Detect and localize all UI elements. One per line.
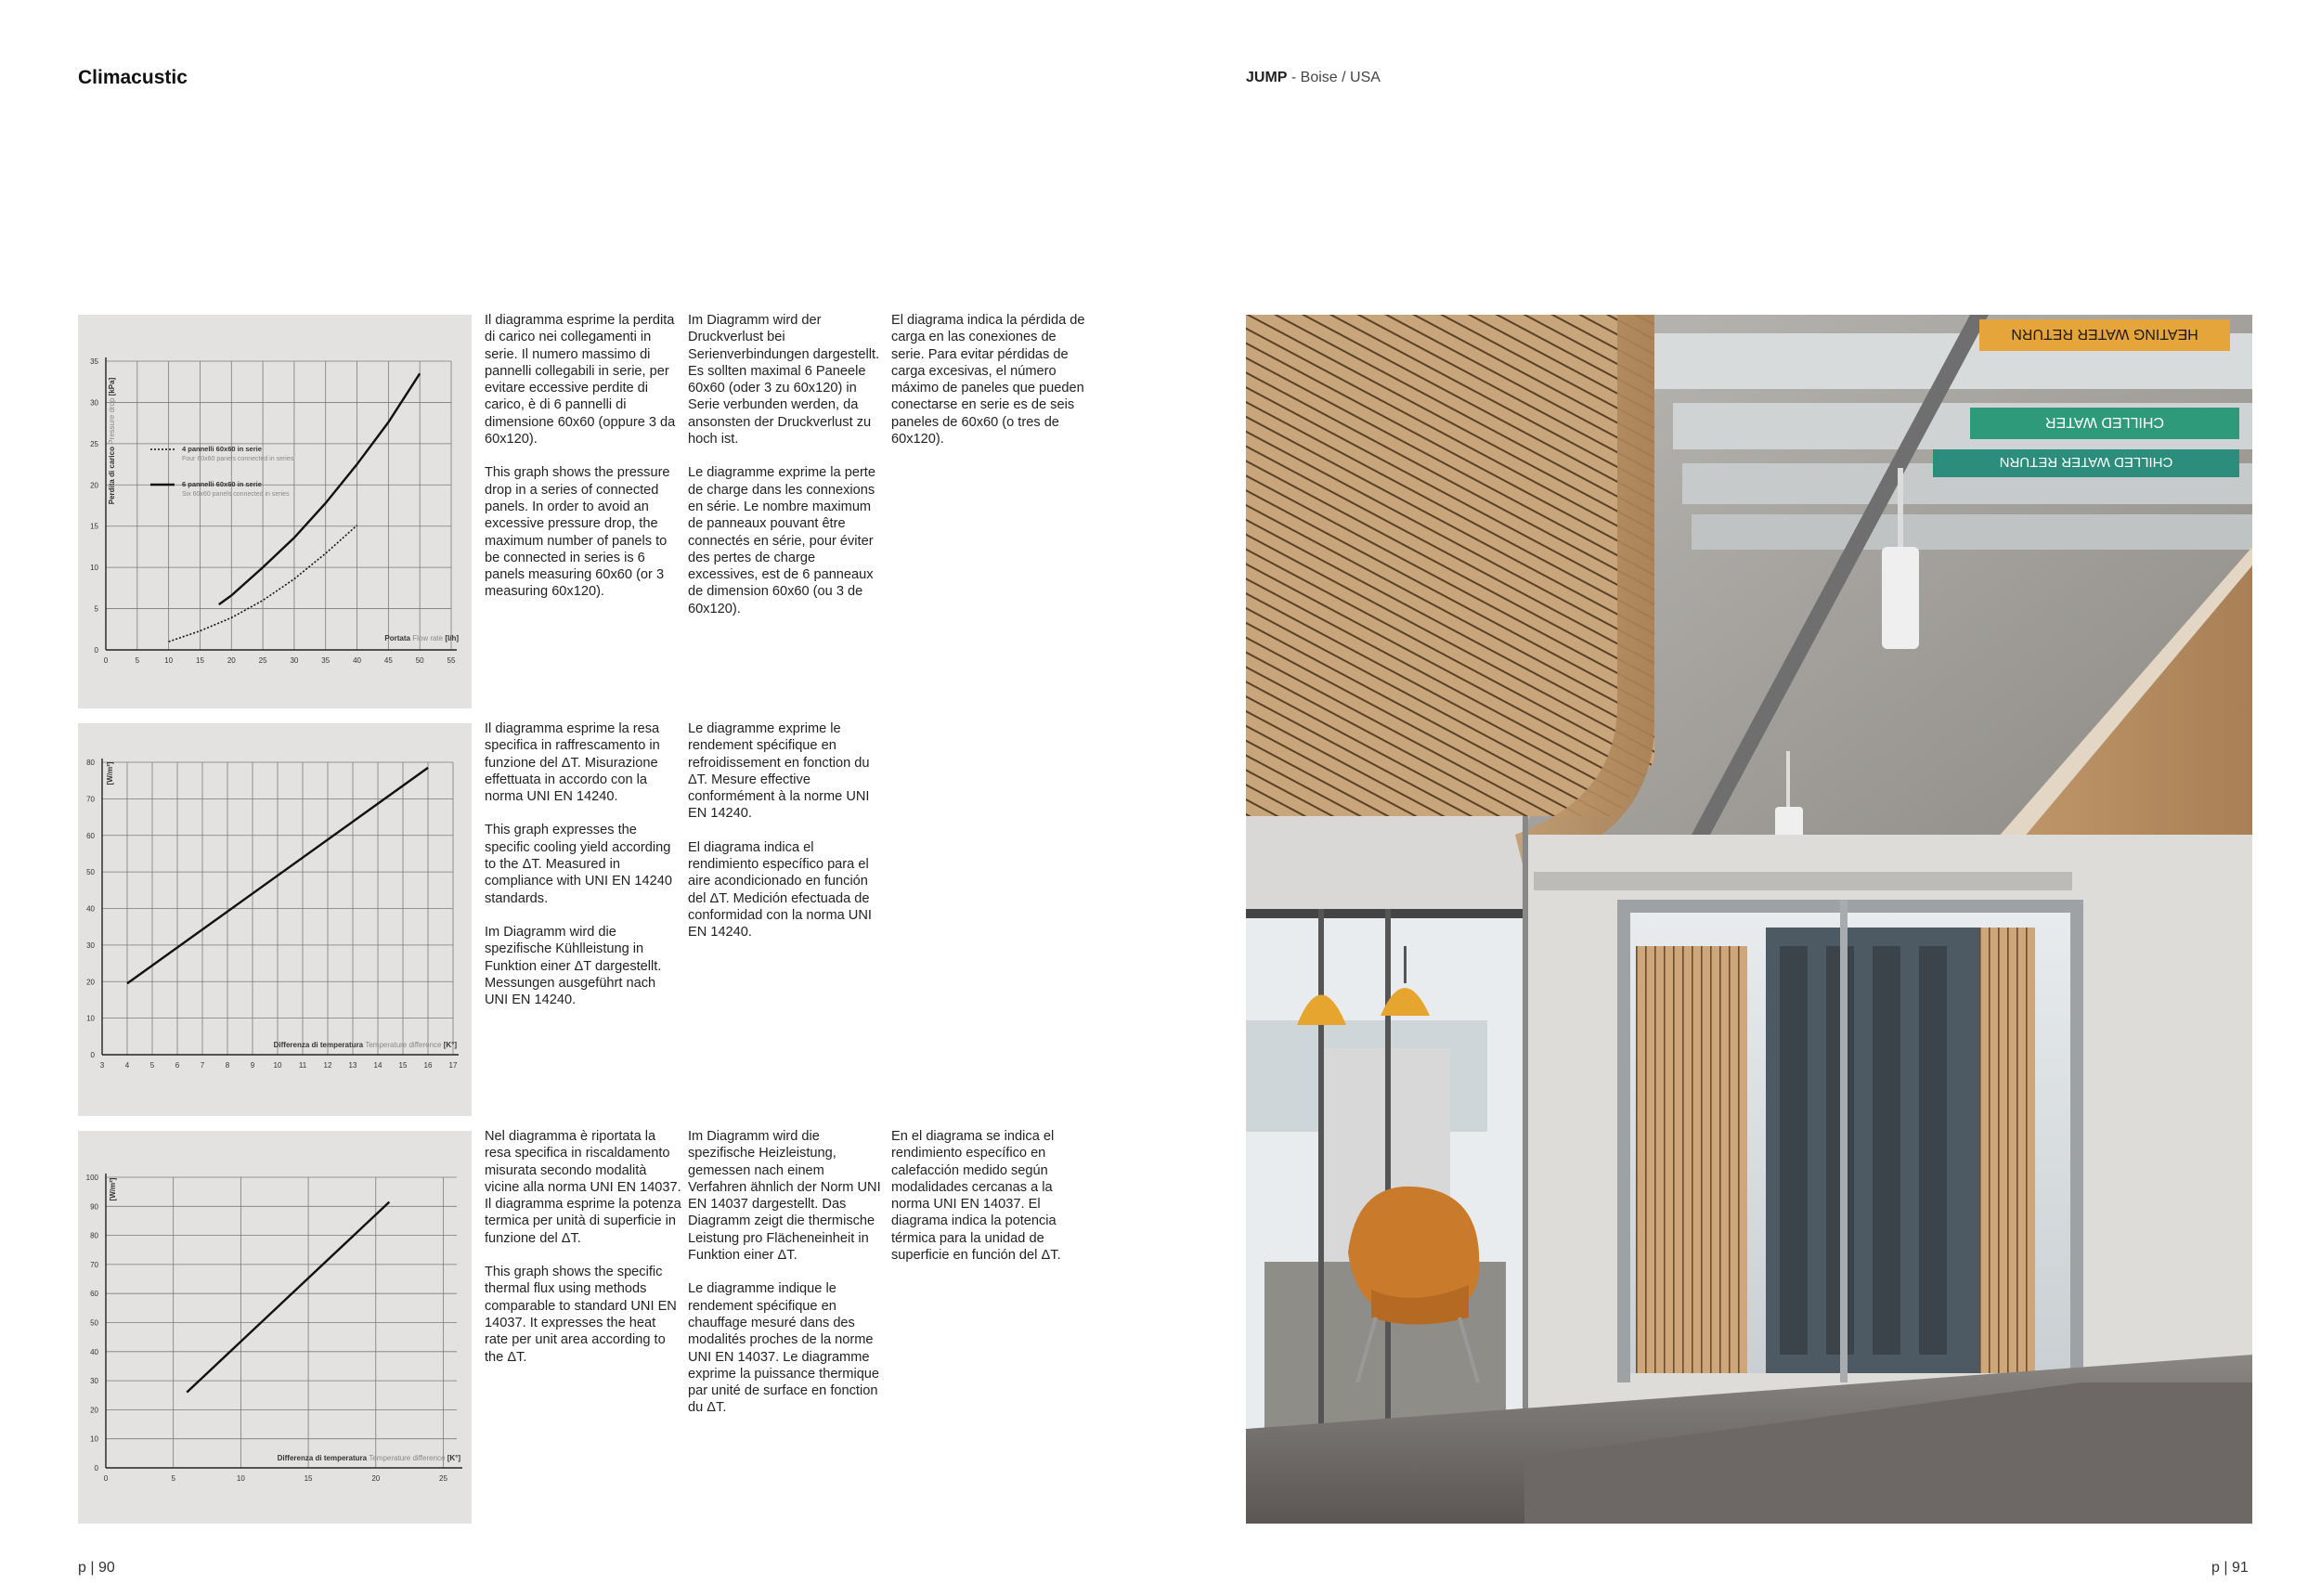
x-tick-label: 14 <box>373 1061 383 1070</box>
y-axis-label: Perdita di carico Pressure drop [kPa] <box>108 377 116 505</box>
x-tick-label: 9 <box>250 1061 255 1070</box>
paragraph-en: This graph shows the specific thermal flux using methods comparable to standard UNI EN 14037. It expresses the heat rate per unit area according to the ΔT. <box>485 1265 677 1365</box>
chart-grid <box>106 1177 457 1468</box>
paragraph-en: This graph expresses the specific cooling yield according to the ΔT. Measured in compliance with UNI EN 14240 standards. <box>485 823 672 906</box>
y-tick-label: 90 <box>90 1202 98 1212</box>
x-tick-label: 8 <box>225 1061 230 1070</box>
y-tick-label: 70 <box>86 795 95 804</box>
y-tick-label: 10 <box>86 1014 95 1023</box>
x-tick-label: 17 <box>448 1061 458 1070</box>
x-axis-label: Differenza di temperatura Temperature difference [K°] <box>273 1041 457 1049</box>
text-column-es-1 <box>891 312 1088 464</box>
text-column-es-3 <box>891 1128 1088 1280</box>
x-tick-label: 5 <box>135 656 140 665</box>
legend-sublabel-2: Six 60x60 panels connected in series <box>182 491 290 498</box>
y-tick-label: 15 <box>90 522 98 531</box>
office-interior-illustration <box>1246 315 2252 1524</box>
project-name: JUMP <box>1246 70 1288 85</box>
x-tick-label: 20 <box>227 656 236 665</box>
series-line-2 <box>219 373 420 604</box>
text-column-it-en-3 <box>485 1128 681 1382</box>
text-column-de-fr-3 <box>688 1128 885 1434</box>
y-axis-label: [W/m²] <box>106 761 114 785</box>
x-tick-label: 0 <box>103 1474 109 1483</box>
paragraph-fr: Le diagramme exprime la perte de charge dans les connexions en série. Le nombre maximum de panneaux pouvant être connectés en série, pour éviter des pertes de charge excessives, est de 6 panneaux de dimension 60x60 (ou 3 de 60x120). <box>688 465 875 616</box>
y-tick-label: 20 <box>90 481 98 490</box>
text-column-de-fr-1 <box>688 312 885 634</box>
paragraph-fr: Le diagramme exprime le rendement spécifique en refroidissement en fonction du ΔT. Mesure effective conformément à la norme UNI EN 14240. <box>688 721 870 822</box>
text-column-it-en-de-2 <box>485 720 681 1025</box>
x-tick-label: 10 <box>273 1061 282 1070</box>
y-tick-label: 40 <box>86 904 95 914</box>
x-tick-label: 25 <box>258 656 267 665</box>
y-tick-label: 25 <box>90 439 98 448</box>
x-tick-label: 7 <box>200 1061 205 1070</box>
legend-label-1: 4 pannelli 60x60 in serie <box>182 445 262 453</box>
text-column-it-en-1 <box>485 312 681 617</box>
y-tick-label: 60 <box>90 1290 98 1299</box>
x-tick-label: 20 <box>371 1474 381 1483</box>
y-tick-label: 80 <box>90 1231 98 1240</box>
y-tick-label: 5 <box>94 604 98 614</box>
chart-heating-yield <box>78 1131 472 1524</box>
y-tick-label: 80 <box>86 759 95 767</box>
x-tick-label: 25 <box>439 1474 447 1483</box>
x-tick-label: 15 <box>304 1474 313 1483</box>
y-tick-label: 70 <box>90 1260 98 1269</box>
x-tick-label: 45 <box>383 656 393 665</box>
y-tick-label: 30 <box>90 1377 98 1386</box>
y-tick-label: 100 <box>85 1174 98 1182</box>
y-tick-label: 10 <box>90 1434 98 1444</box>
x-tick-label: 16 <box>423 1061 433 1070</box>
y-tick-label: 0 <box>90 1051 95 1059</box>
x-tick-label: 10 <box>236 1474 245 1483</box>
page-number-left: p | 90 <box>78 1560 115 1576</box>
interior-photo <box>1246 315 2252 1524</box>
y-tick-label: 20 <box>86 978 95 987</box>
legend-label-2: 6 pannelli 60x60 in serie <box>182 480 262 488</box>
page-title: Climacustic <box>78 67 188 88</box>
x-tick-label: 5 <box>171 1474 175 1483</box>
x-tick-label: 15 <box>196 656 204 665</box>
x-tick-label: 11 <box>298 1061 307 1070</box>
chart-heating-yield-panel <box>78 1131 472 1524</box>
y-tick-label: 60 <box>86 831 95 840</box>
y-tick-label: 0 <box>94 646 98 655</box>
chart-pressure-drop <box>78 315 472 708</box>
y-tick-label: 50 <box>86 868 95 877</box>
text-column-fr-es-2 <box>688 720 885 958</box>
x-tick-label: 10 <box>164 656 174 665</box>
page-number-right: p | 91 <box>2211 1560 2249 1576</box>
x-tick-label: 15 <box>398 1061 408 1070</box>
x-axis-label: Differenza di temperatura Temperature difference [K°] <box>277 1454 460 1462</box>
y-axis-label: [W/m²] <box>109 1177 117 1201</box>
y-tick-label: 10 <box>90 564 98 573</box>
paragraph-de: Im Diagramm wird die spezifische Heizleistung, gemessen nach einem Verfahren ähnlich der Norm UNI EN 14037 dargestellt. Das Diagramm zeigt die thermische Leistung pro Flächeneinheit in Funktion einer ΔT. <box>688 1129 881 1264</box>
chart-grid <box>102 762 453 1055</box>
y-tick-label: 20 <box>90 1406 98 1415</box>
x-tick-label: 50 <box>415 656 424 665</box>
project-location: - Boise / USA <box>1287 70 1381 85</box>
paragraph-it: Nel diagramma è riportata la resa specifica in riscaldamento misurata secondo modalità vicine alla norma UNI EN 14037. Il diagramma esprime la potenza termica per unità di superficie in funzione del ΔT. <box>485 1129 681 1246</box>
x-tick-label: 35 <box>321 656 331 665</box>
pipe-label-chilled: CHILLED WATER <box>2044 414 2165 430</box>
pipe-label-heating: HEATING WATER RETURN <box>2011 326 2198 342</box>
paragraph-es: El diagrama indica el rendimiento específico para el aire acondicionado en función del ΔT. Medición efectuada de conformidad con la norma UNI EN 14240. <box>688 839 872 941</box>
paragraph-de: Im Diagramm wird der Druckverlust bei Serienverbindungen dargestellt. Es sollten maximal 6 Paneele 60x60 (oder 3 zu 60x120) in Serie verbunden werden, da ansonsten der Druckverlust zu hoch ist. <box>688 313 880 448</box>
chart-cooling-yield <box>78 723 472 1116</box>
series-line-1 <box>187 1202 389 1393</box>
legend-sublabel-1: Four 60x60 panels connected in series <box>182 456 294 462</box>
y-tick-label: 30 <box>90 398 98 408</box>
x-tick-label: 40 <box>353 656 361 665</box>
x-tick-label: 13 <box>348 1061 357 1070</box>
pipe-label-chilled-return: CHILLED WATER RETURN <box>1999 454 2173 470</box>
y-tick-label: 0 <box>94 1464 98 1473</box>
x-tick-label: 55 <box>447 656 456 665</box>
x-tick-label: 4 <box>124 1061 130 1070</box>
chart-legend <box>150 445 294 498</box>
y-tick-label: 35 <box>90 357 98 366</box>
y-tick-label: 40 <box>90 1347 98 1356</box>
x-tick-label: 30 <box>290 656 299 665</box>
paragraph-es: El diagrama indica la pérdida de carga en las conexiones de serie. Para evitar pérdidas de carga excesivas, el número máximo de paneles que pueden conectarse en serie es de seis paneles de 60x60 (o tres de 60x120). <box>891 313 1085 448</box>
x-axis-label: Portata Flow rate [l/h] <box>384 634 459 642</box>
x-tick-label: 5 <box>149 1061 155 1070</box>
chart-cooling-yield-panel <box>78 723 472 1116</box>
x-tick-label: 12 <box>323 1061 332 1070</box>
paragraph-en: This graph shows the pressure drop in a series of connected panels. In order to avoid an excessive pressure drop, the maximum number of panels to be connected in series is 6 panels measuring 60x60 (or 3 measuring 60x120). <box>485 465 670 600</box>
y-tick-label: 50 <box>90 1318 98 1328</box>
y-tick-label: 30 <box>86 941 95 950</box>
x-tick-label: 3 <box>99 1061 105 1070</box>
paragraph-fr: Le diagramme indique le rendement spécifique en chauffage mesuré dans des modalités proches de la norme UNI EN 14037. Le diagramme exprime la puissance thermique par unité de surface en fonction du ΔT. <box>688 1281 880 1416</box>
x-tick-label: 0 <box>103 656 109 665</box>
chart-pressure-drop-panel <box>78 315 472 708</box>
paragraph-es: En el diagrama se indica el rendimiento específico en calefacción medido según modalidades cercanas a la norma UNI EN 14037. El diagrama indica la potencia térmica para la unidad de superficie en función del ΔT. <box>891 1129 1061 1264</box>
paragraph-de: Im Diagramm wird die spezifische Kühlleistung in Funktion einer ΔT dargestellt. Messungen ausgeführt nach UNI EN 14240. <box>485 924 662 1008</box>
project-caption <box>1246 70 1381 86</box>
paragraph-it: Il diagramma esprime la resa specifica in raffrescamento in funzione del ΔT. Misurazione effettuata in accordo con la norma UNI EN 14240. <box>485 721 660 805</box>
paragraph-it: Il diagramma esprime la perdita di carico nei collegamenti in serie. Il numero massimo di pannelli collegabili in serie, per evitare eccessive perdite di carico, è di 6 pannelli di dimensione 60x60 (oppure 3 da 60x120). <box>485 313 676 448</box>
x-tick-label: 6 <box>175 1061 180 1070</box>
